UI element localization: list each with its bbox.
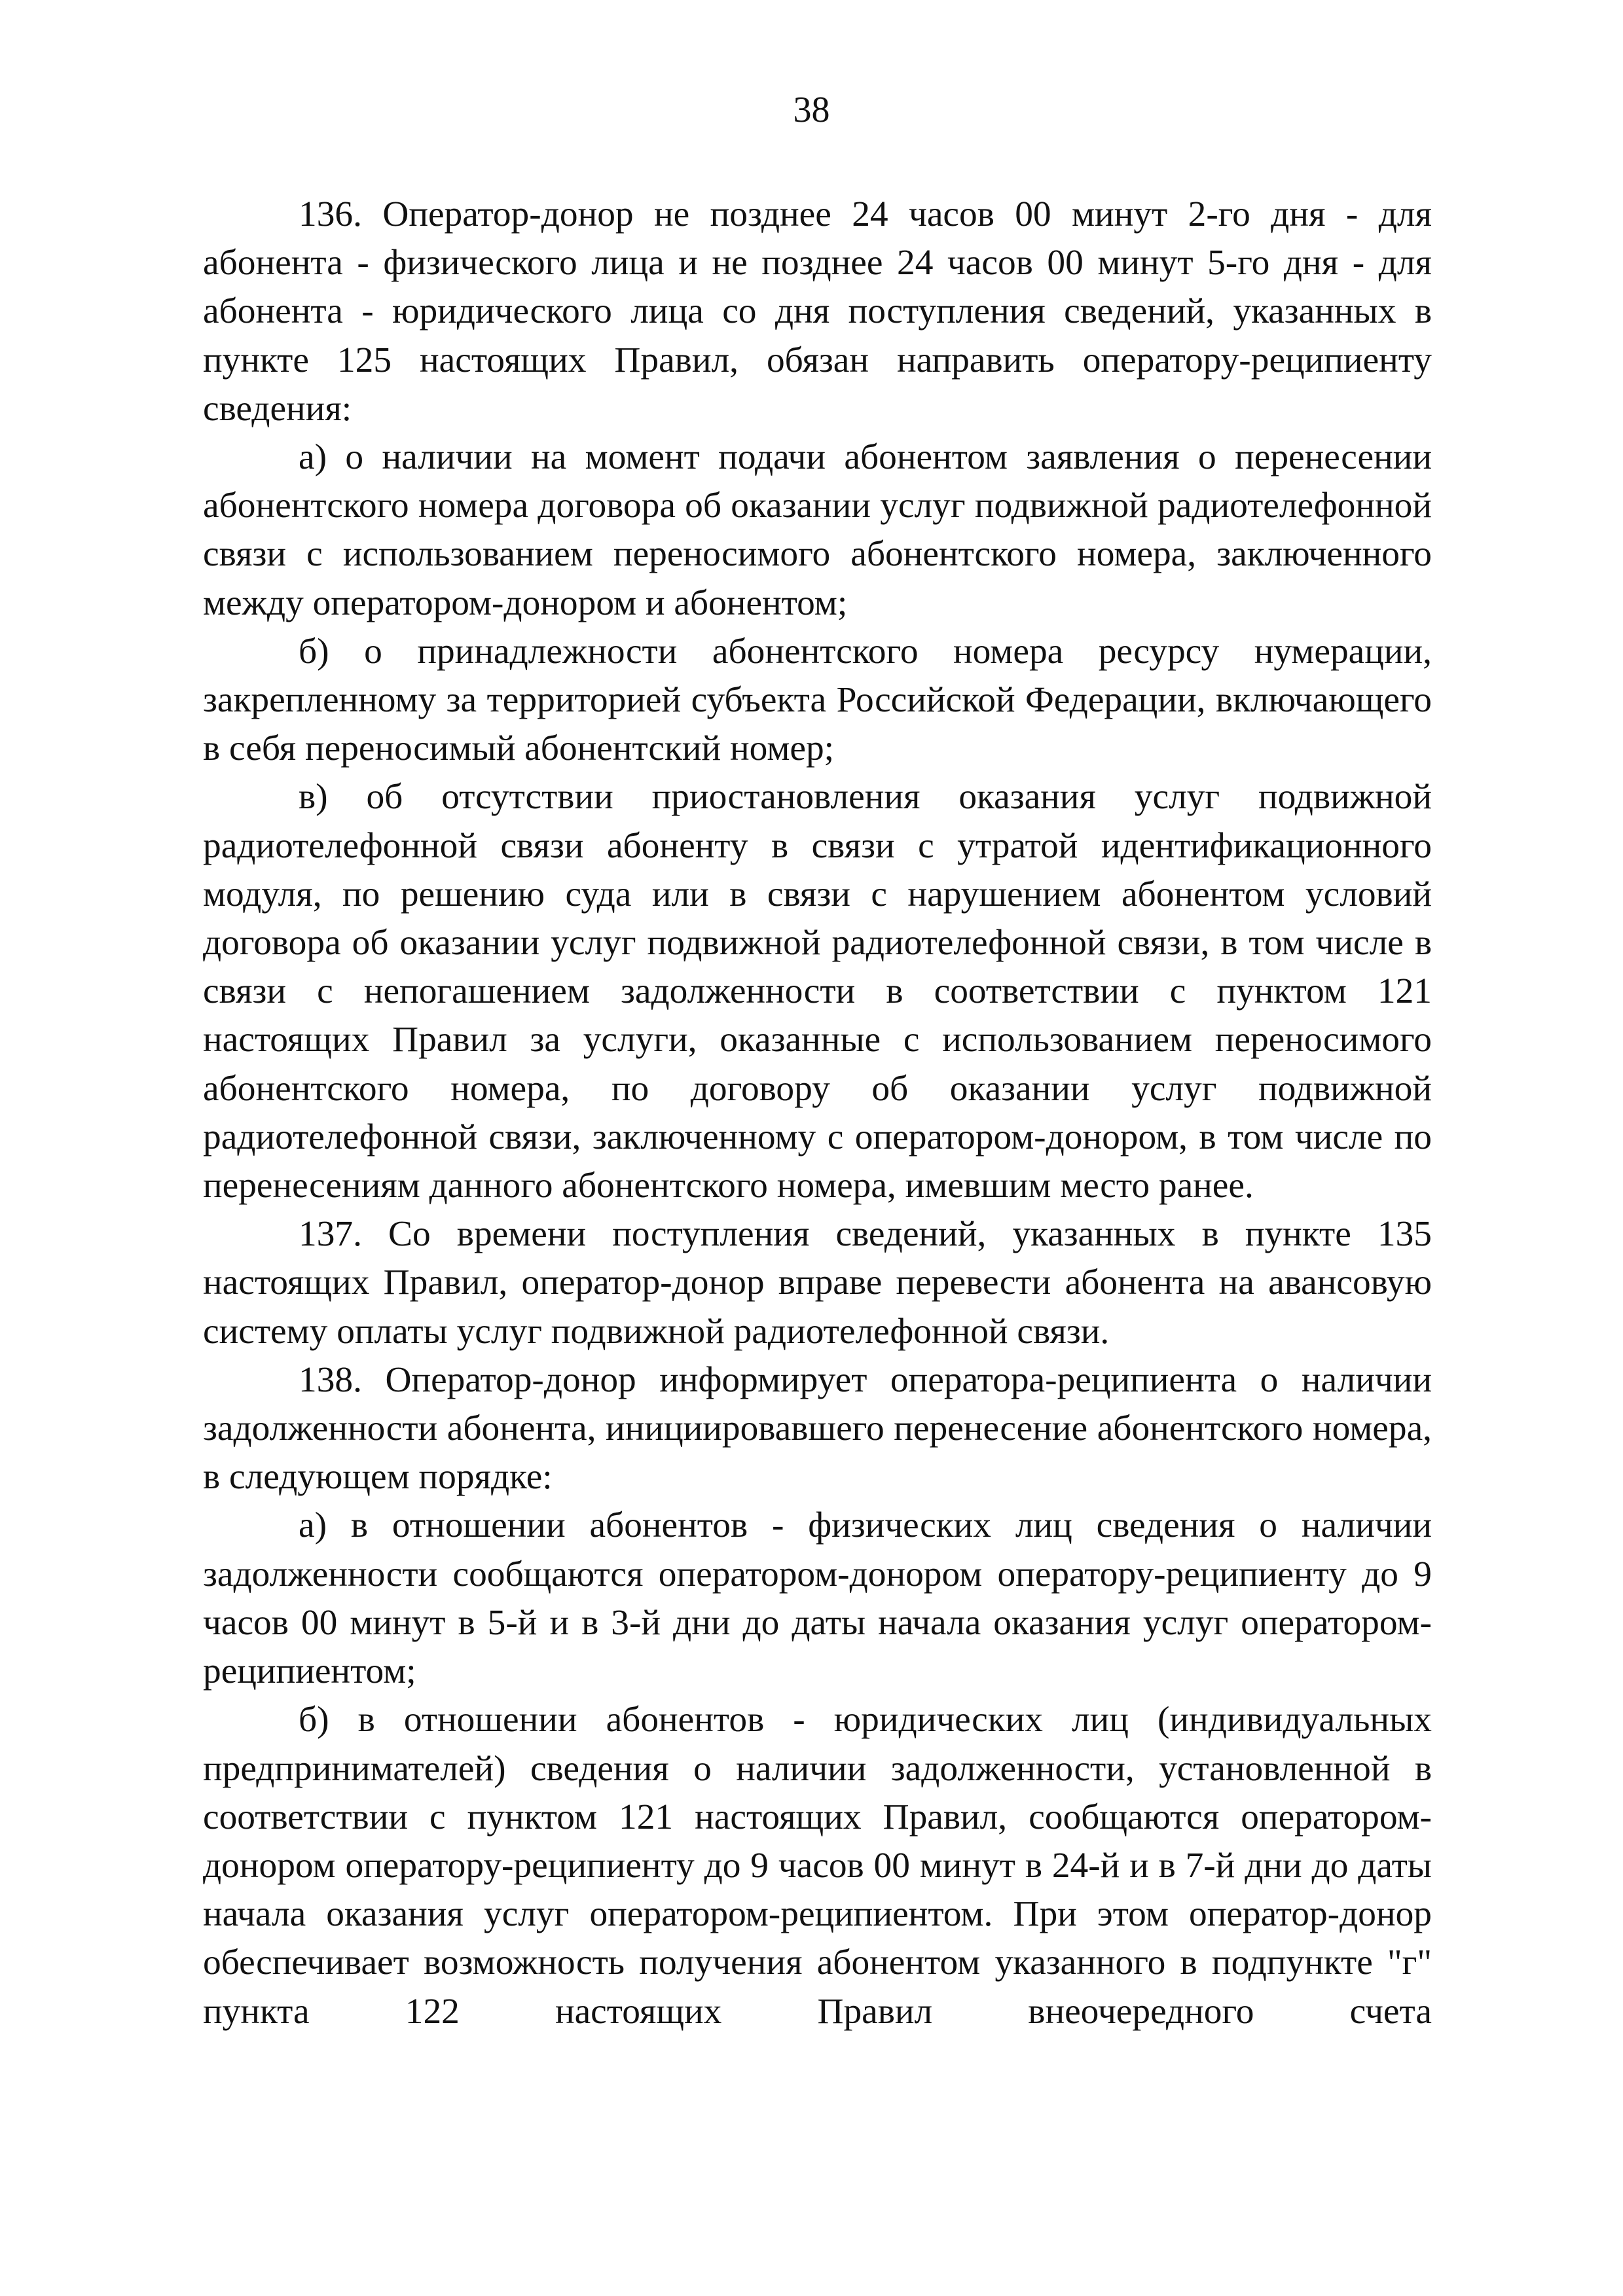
- paragraph-136-subitem-v: в) об отсутствии приостановления оказания услуг подвижной радиотелефонной связи абоненту в связи с утратой идентификационного модуля, по решению суда или в связи с нарушением абонентом условий договора об оказании услуг подвижной радиотелефонной связи, в том числе в связи с непогашением задолженности в соответствии с пунктом 121 настоящих Правил за услуги, оказанные с использованием переносимого абонентского номера, по договору об оказании услуг подвижной радиотелефонной связи, заключенному с оператором-донором, в том числе по перенесениям данного абонентского номера, имевшим место ранее.: [203, 776, 1432, 1206]
- paragraph-138-subitem-b: б) в отношении абонентов - юридических лиц (индивидуальных предпринимателей) сведения о наличии задолженности, установленной в соответствии с пунктом 121 настоящих Правил, сообщаются оператором-донором оператору-реципиенту до 9 часов 00 минут в 24-й и в 7-й дни до даты начала оказания услуг оператором-реципиентом. При этом оператор-донор обеспечивает возможность получения абонентом указанного в подпункте "г" пункта 122 настоящих Правил внеочередного счета: [203, 1699, 1432, 2031]
- document-body: [203, 190, 1432, 2036]
- paragraph-138: 138. Оператор-донор информирует оператора-реципиента о наличии задолженности абонента, инициировавшего перенесение абонентского номера, в следующем порядке:: [203, 1359, 1432, 1497]
- paragraph-136-subitem-b: б) о принадлежности абонентского номера ресурсу нумерации, закрепленному за территорией субъекта Российской Федерации, включающего в себя переносимый абонентский номер;: [203, 630, 1432, 768]
- paragraph-137: 137. Со времени поступления сведений, указанных в пункте 135 настоящих Правил, оператор-донор вправе перевести абонента на авансовую систему оплаты услуг подвижной радиотелефонной связи.: [203, 1213, 1432, 1351]
- paragraph-136: 136. Оператор-донор не позднее 24 часов 00 минут 2-го дня - для абонента - физического лица и не позднее 24 часов 00 минут 5-го дня - для абонента - юридического лица со дня поступления сведений, указанных в пункте 125 настоящих Правил, обязан направить оператору-реципиенту сведения:: [203, 194, 1432, 428]
- paragraph-138-subitem-a: а) в отношении абонентов - физических лиц сведения о наличии задолженности сообщаются оператором-донором оператору-реципиенту до 9 часов 00 минут в 5-й и в 3-й дни до даты начала оказания услуг оператором-реципиентом;: [203, 1505, 1432, 1691]
- paragraph-136-subitem-a: а) о наличии на момент подачи абонентом заявления о перенесении абонентского номера договора об оказании услуг подвижной радиотелефонной связи с использованием переносимого абонентского номера, заключенного между оператором-донором и абонентом;: [203, 437, 1432, 622]
- page-number: 38: [793, 90, 830, 130]
